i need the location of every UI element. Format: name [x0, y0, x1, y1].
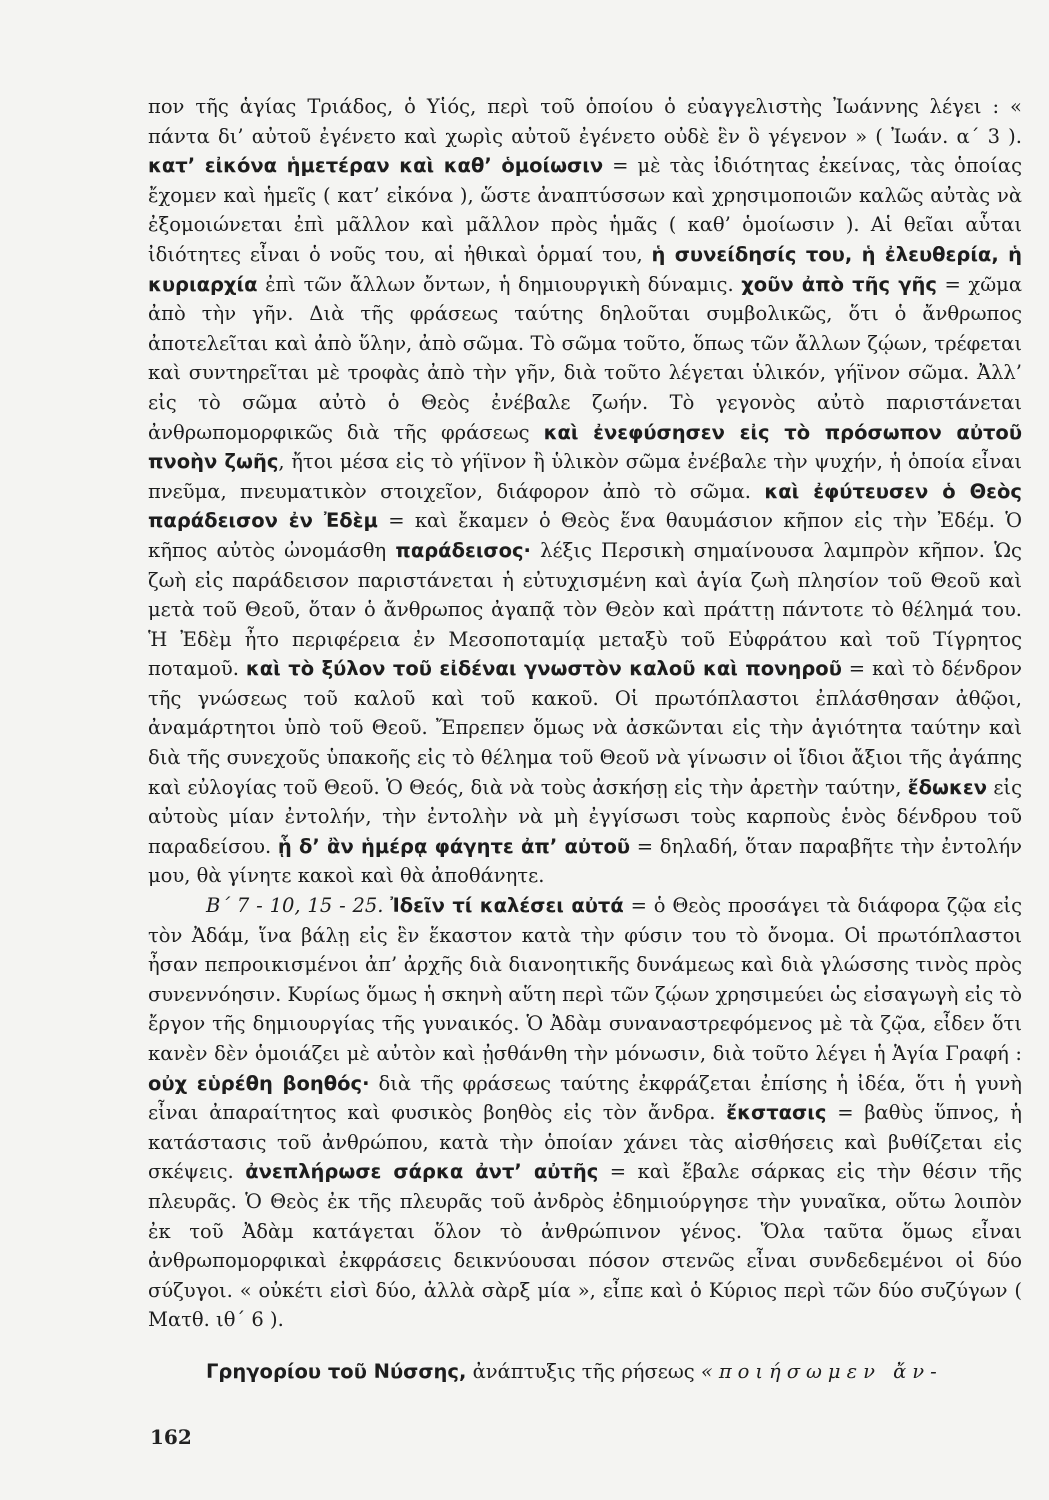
- bold-term: ἔκστασις: [726, 1101, 827, 1125]
- text-run: = μὲ τὰς ἰδιότητας ἐκείνας, τὰς ὁποίας ἔχομεν καὶ ἡμεῖς ( κατ’ εἰκόνα ), ὥστε ἀναπτύσσων καὶ χρησιμοποιῶν καλῶς αὐτὰς νὰ ἐξομοιώνεται ἐπὶ μᾶλλον καὶ μᾶλλον πρὸς ἡμᾶς ( καθ’ ὁμοίωσιν ). Αἱ θεῖαι αὗται ἰδιότητες εἶναι ὁ νοῦς του, αἱ ἠθικαὶ ὁρμαί του,: [148, 154, 1022, 266]
- text-run: = καὶ τὸ δένδρον τῆς γνώσεως τοῦ καλοῦ καὶ τοῦ κακοῦ. Οἱ πρωτόπλαστοι ἐπλάσθησαν ἀθῷοι, ἀναμάρτητοι ὑπὸ τοῦ Θεοῦ. Ἔπρεπεν ὅμως νὰ ἀσκῶνται εἰς τὴν ἁγιότητα ταύτην καὶ διὰ τῆς συνεχοῦς ὑπακοῆς εἰς τὸ θέλημα τοῦ Θεοῦ νὰ γίνωσιν οἱ ἴδιοι ἄξιοι τῆς ἀγάπης καὶ εὐλογίας τοῦ Θεοῦ. Ὁ Θεός, διὰ νὰ τοὺς ἀσκήσῃ εἰς τὴν ἀρετὴν ταύτην,: [148, 657, 1022, 799]
- bold-term: ἔδωκεν: [907, 775, 987, 799]
- paragraph-creation-of-man: [148, 92, 1022, 891]
- bold-term: Γρηγορίου τοῦ Νύσσης,: [206, 1359, 467, 1383]
- page-text: [148, 92, 1022, 1387]
- bold-term: παράδεισος·: [395, 538, 531, 562]
- page-number: 162: [150, 1425, 192, 1449]
- spaced-quote: «ποιήσωμεν ἄν-: [700, 1359, 943, 1383]
- text-run: = καὶ ἔβαλε σάρκας εἰς τὴν θέσιν τῆς πλευρᾶς. Ὁ Θεὸς ἐκ τῆς πλευρᾶς τοῦ ἀνδρὸς ἐδημιούργησε τὴν γυναῖκα, οὕτω λοιπὸν ἐκ τοῦ Ἀδὰμ κατάγεται ὅλον τὸ ἀνθρώπινον γένος. Ὅλα ταῦτα ὅμως εἶναι ἀνθρωπομορφικαὶ ἐκφράσεις δεικνύουσαι πόσον στενῶς εἶναι συνδεδεμένοι οἱ δύο σύζυγοι. « οὐκέτι εἰσὶ δύο, ἀλλὰ σὰρξ μία », εἶπε καὶ ὁ Κύριος περὶ τῶν δύο συζύγων ( Ματθ. ιθ΄ 6 ).: [148, 1160, 1022, 1332]
- text-run: = ὁ Θεὸς προσάγει τὰ διάφορα ζῷα εἰς τὸν Ἀδάμ, ἵνα βάλῃ εἰς ἓν ἕκαστον κατὰ τὴν φύσιν του τὸ ὄνομα. Οἱ πρωτόπλαστοι ἦσαν πεπροικισμένοι ἀπ’ ἀρχῆς διὰ διανοητικῆς δυνάμεως καὶ διὰ γλώσσης τινὸς πρὸς συνεννόησιν. Κυρίως ὅμως ἡ σκηνὴ αὕτη περὶ τῶν ζῴων χρησιμεύει ὡς εἰσαγωγὴ εἰς τὸ ἔργον τῆς δημιουργίας τῆς γυναικός. Ὁ Ἀδὰμ συναναστρεφόμενος μὲ τὰ ζῷα, εἶδεν ὅτι κανὲν δὲν ὁμοιάζει μὲ αὐτὸν καὶ ᾐσθάνθη τὴν μόνωσιν, διὰ τοῦτο λέγει ἡ Ἁγία Γραφή :: [148, 894, 1022, 1065]
- bold-term: Ἰδεῖν τί καλέσει αὐτά: [390, 894, 624, 918]
- text-run: = χῶμα ἀπὸ τὴν γῆν. Διὰ τῆς φράσεως ταύτης δηλοῦται συμβολικῶς, ὅτι ὁ ἄνθρωπος ἀποτελεῖται καὶ ἀπὸ ὕλην, ἀπὸ σῶμα. Τὸ σῶμα τοῦτο, ὅπως τῶν ἄλλων ζῴων, τρέφεται καὶ συντηρεῖται μὲ τροφὰς ἀπὸ τὴν γῆν, διὰ τοῦτο λέγεται ὑλικόν, γήϊνον σῶμα. Ἀλλ’ εἰς τὸ σῶμα αὐτὸ ὁ Θεὸς ἐνέβαλε ζωήν. Τὸ γεγονὸς αὐτὸ παριστάνεται ἀνθρωπομορφικῶς διὰ τῆς φράσεως: [148, 272, 1022, 444]
- bold-term: ᾗ δ’ ἂν ἡμέρᾳ φάγητε ἀπ’ αὐτοῦ: [277, 834, 631, 858]
- bold-term: καὶ τὸ ξύλον τοῦ εἰδέναι γνωστὸν καλοῦ καὶ πονηροῦ: [245, 657, 842, 681]
- bold-term: ἡ συνείδησίς του, ἡ ἐλευθερία, ἡ κυριαρχία: [148, 242, 1022, 296]
- text-run: εἰς αὐτοὺς μίαν ἐντολήν, τὴν ἐντολὴν νὰ μὴ ἐγγίσωσι τοὺς καρποὺς ἑνὸς δένδρου τοῦ παραδείσου.: [148, 775, 1022, 858]
- text-run: πον τῆς ἁγίας Τριάδος, ὁ Υἱός, περὶ τοῦ ὁποίου ὁ εὐαγγελιστὴς Ἰωάννης λέγει : « πάντα δι’ αὐτοῦ ἐγένετο καὶ χωρὶς αὐτοῦ ἐγένετο οὐδὲ ἓν ὃ γέγενον » ( Ἰωάν. α΄ 3 ).: [148, 95, 1022, 148]
- text-run: = καὶ ἔκαμεν ὁ Θεὸς ἕνα θαυμάσιον κῆπον εἰς τὴν Ἐδέμ. Ὁ κῆπος αὐτὸς ὠνομάσθη: [148, 509, 1022, 562]
- text-run: ἐπὶ τῶν ἄλλων ὄντων, ἡ δημιουργικὴ δύναμις.: [257, 272, 742, 296]
- bold-term: καὶ ἐφύτευσεν ὁ Θεὸς παράδεισον ἐν Ἐδὲμ: [148, 479, 1022, 533]
- bold-term: οὐχ εὑρέθη βοηθός·: [148, 1071, 370, 1095]
- text-run: = βαθὺς ὕπνος, ἡ κατάστασις τοῦ ἀνθρώπου, κατὰ τὴν ὁποίαν χάνει τὰς αἰσθήσεις καὶ βυθίζεται εἰς σκέψεις.: [148, 1101, 1022, 1184]
- paragraph-b-7-10: [148, 891, 1022, 1335]
- bold-term: χοῦν ἀπὸ τῆς γῆς: [741, 272, 937, 296]
- bold-term: κατ’ εἰκόνα ἡμετέραν καὶ καθ’ ὁμοίωσιν: [148, 154, 604, 178]
- text-run: = δηλαδή, ὅταν παραβῆτε τὴν ἐντολήν μου, θὰ γίνητε κακοὶ καὶ θὰ ἀποθάνητε.: [148, 834, 1022, 888]
- text-run: , ἤτοι μέσα εἰς τὸ γήϊνον ἢ ὑλικὸν σῶμα ἐνέβαλε τὴν ψυχήν, ἡ ὁποία εἶναι πνεῦμα, πνευματικὸν στοιχεῖον, διάφορον ἀπὸ τὸ σῶμα.: [148, 450, 1023, 503]
- paragraph-gregory-of-nyssa: [148, 1357, 1022, 1387]
- text-run: διὰ τῆς φράσεως ταύτης ἐκφράζεται ἐπίσης ἡ ἰδέα, ὅτι ἡ γυνὴ εἶναι ἀπαραίτητος καὶ φυσικὸς βοηθὸς εἰς τὸν ἄνδρα.: [148, 1071, 1022, 1125]
- bold-term: ἀνεπλήρωσε σάρκα ἀντ’ αὐτῆς: [245, 1160, 599, 1184]
- text-run: λέξις Περσικὴ σημαίνουσα λαμπρὸν κῆπον. Ὡς ζωὴ εἰς παράδεισον παριστάνεται ἡ εὐτυχισμένη καὶ ἁγία ζωὴ πλησίον τοῦ Θεοῦ καὶ μετὰ τοῦ Θεοῦ, ὅταν ὁ ἄνθρωπος ἀγαπᾷ τὸν Θεὸν καὶ πράττῃ πάντοτε τὸ θέλημά του. Ἡ Ἐδὲμ ἦτο περιφέρεια ἐν Μεσοποταμίᾳ μεταξὺ τοῦ Εὐφράτου καὶ τοῦ Τίγρητος ποταμοῦ.: [148, 538, 1022, 681]
- verse-reference: Β΄ 7 - 10, 15 - 25.: [206, 894, 384, 918]
- bold-term: καὶ ἐνεφύσησεν εἰς τὸ πρόσωπον αὐτοῦ πνοὴν ζωῆς: [148, 420, 1022, 474]
- text-run: ἀνάπτυξις τῆς ρήσεως: [466, 1359, 701, 1383]
